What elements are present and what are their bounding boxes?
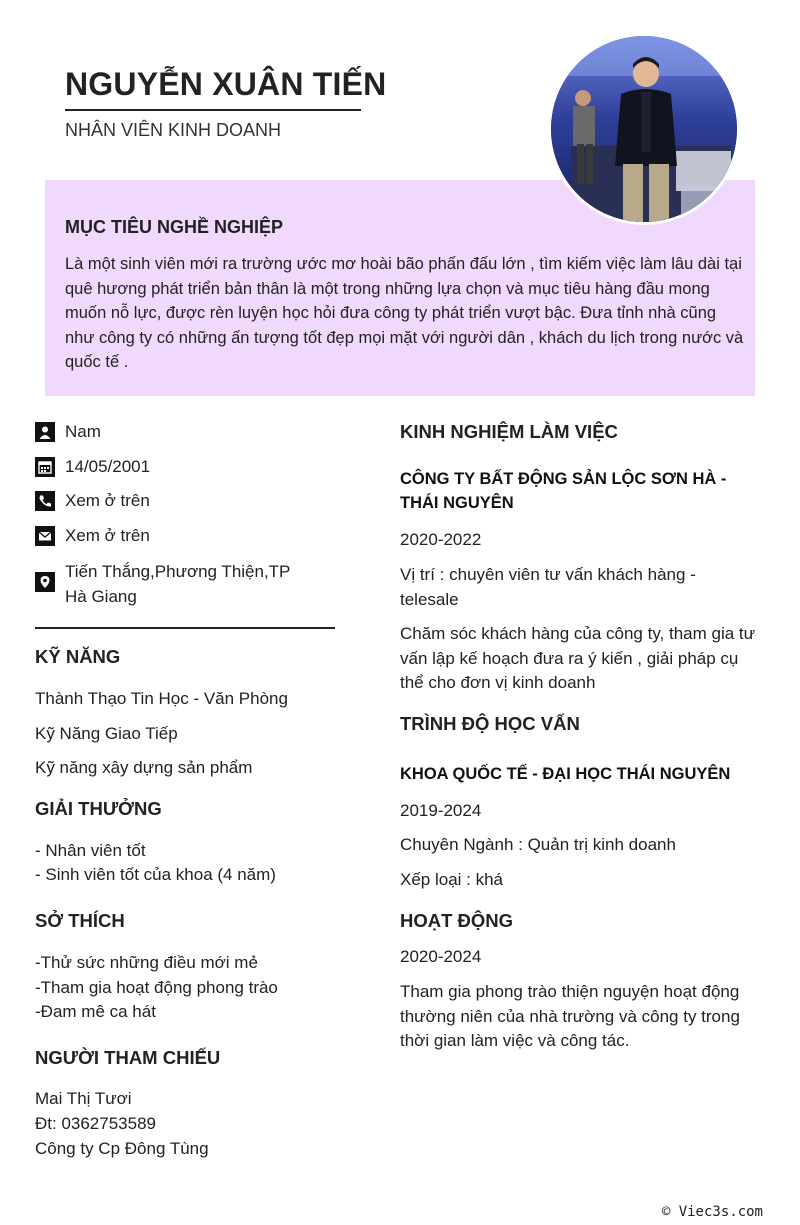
contact-gender: [35, 422, 101, 445]
hobby-item: -Đam mê ca hát: [35, 1002, 156, 1021]
job-title: NHÂN VIÊN KINH DOANH: [65, 120, 282, 140]
location-pin-icon: [35, 572, 55, 592]
contact-text: 14/05/2001: [65, 457, 151, 476]
contact-phone: [35, 491, 150, 514]
activities-heading: HOẠT ĐỘNG: [400, 910, 514, 931]
contact-address: [35, 562, 305, 609]
award-item: - Nhân viên tốt: [35, 841, 146, 860]
name-underline: [65, 109, 361, 111]
education-period: 2019-2024: [400, 801, 482, 820]
profile-photo: [548, 33, 740, 225]
references-heading: NGƯỜI THAM CHIẾU: [35, 1047, 221, 1068]
experience-company: CÔNG TY BẤT ĐỘNG SẢN LỘC SƠN HÀ - THÁI NGUYÊN: [400, 470, 727, 512]
person-icon: [35, 422, 55, 442]
contact-text: Nam: [65, 422, 101, 441]
experience-description: Chăm sóc khách hàng của công ty, tham gia tư vấn lập kế hoạch đưa ra ý kiến , giải pháp cụ thể cho đơn vị kinh doanh: [400, 624, 756, 692]
contact-text: Xem ở trên: [65, 491, 150, 510]
hobbies-heading: SỞ THÍCH: [35, 910, 125, 931]
reference-phone: Đt: 0362753589: [35, 1114, 156, 1133]
candidate-name: NGUYỄN XUÂN TIẾN: [65, 66, 387, 102]
experience-heading: KINH NGHIỆM LÀM VIỆC: [400, 421, 618, 442]
skill-item: Thành Thạo Tin Học - Văn Phòng: [35, 689, 288, 708]
reference-name: Mai Thị Tươi: [35, 1089, 132, 1108]
contact-email: [35, 526, 150, 549]
phone-icon: [35, 491, 55, 511]
skill-item: Kỹ năng xây dựng sản phẩm: [35, 758, 253, 777]
mail-icon: [35, 526, 55, 546]
hobby-item: -Thử sức những điều mới mẻ: [35, 953, 258, 972]
awards-heading: GIẢI THƯỞNG: [35, 798, 162, 819]
reference-company: Công ty Cp Đông Tùng: [35, 1139, 209, 1158]
calendar-icon: [35, 457, 55, 477]
experience-period: 2020-2022: [400, 530, 482, 549]
contact-birthdate: [35, 457, 150, 480]
activities-period: 2020-2024: [400, 947, 482, 966]
contact-text: Xem ở trên: [65, 526, 150, 545]
education-rank: Xếp loại : khá: [400, 870, 504, 889]
education-school: KHOA QUỐC TẾ - ĐẠI HỌC THÁI NGUYÊN: [400, 765, 731, 783]
contact-divider: [35, 627, 335, 629]
skill-item: Kỹ Năng Giao Tiếp: [35, 724, 178, 743]
award-item: - Sinh viên tốt của khoa (4 năm): [35, 865, 276, 884]
objective-text: Là một sinh viên mới ra trường ước mơ hoài bão phấn đấu lớn , tìm kiếm việc làm lâu dài tại quê hương phát triển bản thân là một trong những lựa chọn và mục tiêu hàng đầu mong muốn nỗ lực, được rèn luyện học hỏi đưa công ty phát triển vượt bậc. Đưa tỉnh nhà cũng như công ty có những ấn tượng tốt đẹp mọi mặt với người dân , khách du lịch trong nước và quốc tế .: [65, 255, 744, 372]
education-major: Chuyên Ngành : Quản trị kinh doanh: [400, 835, 676, 854]
hobby-item: -Tham gia hoạt động phong trào: [35, 978, 278, 997]
contact-text: Tiến Thắng,Phương Thiện,TP Hà Giang: [65, 562, 291, 606]
education-heading: TRÌNH ĐỘ HỌC VẤN: [400, 713, 580, 734]
activities-description: Tham gia phong trào thiện nguyện hoạt động thường niên của nhà trường và công ty trong thời gian làm việc và công tác.: [400, 982, 740, 1050]
objective-heading: MỤC TIÊU NGHỀ NGHIỆP: [65, 217, 284, 237]
experience-position: Vị trí : chuyên viên tư vấn khách hàng - telesale: [400, 565, 696, 609]
site-watermark: © Viec3s.com: [661, 1204, 763, 1220]
skills-heading: KỸ NĂNG: [35, 646, 121, 667]
